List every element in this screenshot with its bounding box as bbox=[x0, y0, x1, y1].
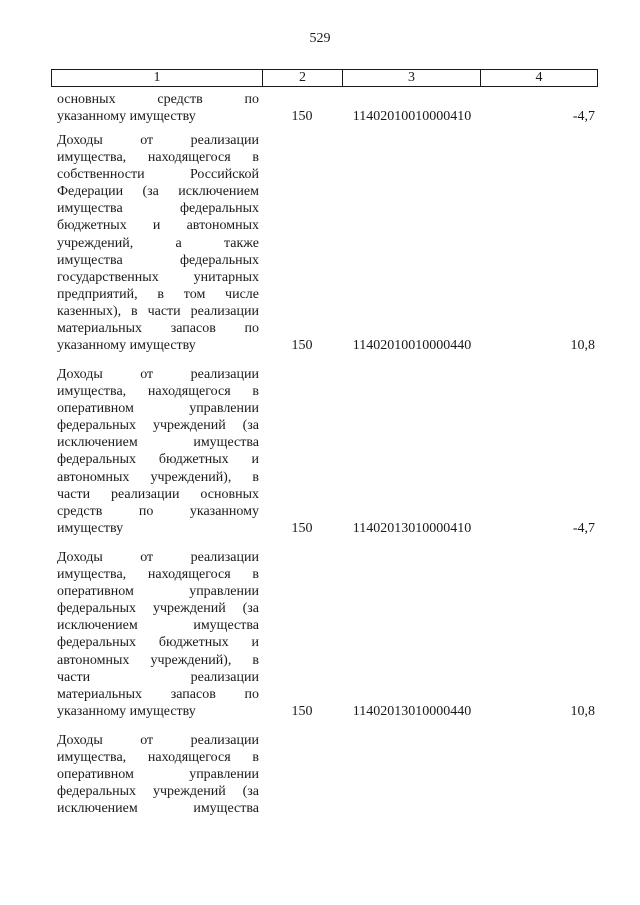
description-line: имущества федеральных bbox=[57, 252, 259, 268]
description-line: указанному имуществу bbox=[57, 703, 196, 719]
description-line: собственности Российской bbox=[57, 167, 259, 183]
column-header-table bbox=[51, 69, 598, 87]
amount-cell: -4,7 bbox=[572, 109, 595, 125]
amount-cell: 10,8 bbox=[570, 338, 595, 354]
description-line: Доходы от реализации bbox=[57, 733, 259, 748]
description-line: исключением имущества bbox=[57, 801, 259, 817]
description-line: имущества, находящегося в bbox=[57, 150, 259, 166]
description-line: федеральных бюджетных и bbox=[57, 635, 259, 651]
description-line: оперативном управлении bbox=[57, 401, 259, 417]
row-description bbox=[57, 732, 259, 817]
description-line: федеральных учреждений (за bbox=[57, 601, 259, 617]
column-header-2: 2 bbox=[263, 70, 343, 87]
description-line: материальных запасов по bbox=[57, 686, 259, 702]
column-header-row bbox=[52, 70, 598, 87]
description-line: материальных запасов по bbox=[57, 321, 259, 337]
budget-code-cell: 150 bbox=[291, 520, 313, 536]
description-line: предприятий, в том числе bbox=[57, 286, 259, 302]
row-description bbox=[57, 132, 259, 354]
row-description bbox=[57, 91, 259, 125]
description-line: казенных), в части реализации bbox=[57, 303, 259, 319]
budget-code-cell: 150 bbox=[291, 338, 313, 354]
row-description bbox=[57, 366, 259, 537]
description-line: основных средств по bbox=[57, 92, 259, 107]
description-line: учреждений, а также bbox=[57, 235, 259, 251]
description-line: Доходы от реализации bbox=[57, 550, 259, 565]
description-line: имущества, находящегося в bbox=[57, 384, 259, 400]
description-line: государственных унитарных bbox=[57, 269, 259, 285]
column-header-3: 3 bbox=[343, 70, 481, 87]
description-line: указанному имуществу bbox=[57, 338, 196, 354]
description-line: имущества, находящегося в bbox=[57, 750, 259, 766]
description-line: Федерации (за исключением bbox=[57, 184, 259, 200]
description-line: Доходы от реализации bbox=[57, 367, 259, 382]
column-header-4: 4 bbox=[481, 70, 598, 87]
description-line: части реализации bbox=[57, 669, 259, 685]
description-line: оперативном управлении bbox=[57, 767, 259, 783]
budget-code-cell: 150 bbox=[291, 109, 313, 125]
description-line: указанному имуществу bbox=[57, 109, 196, 125]
column-header-1: 1 bbox=[52, 70, 263, 87]
classification-code-cell: 11402013010000440 bbox=[352, 703, 472, 719]
description-line: части реализации основных bbox=[57, 486, 259, 502]
classification-code-cell: 11402010010000410 bbox=[352, 109, 472, 125]
budget-code-cell: 150 bbox=[291, 703, 313, 719]
description-line: исключением имущества bbox=[57, 618, 259, 634]
amount-cell: 10,8 bbox=[570, 703, 595, 719]
description-line: оперативном управлении bbox=[57, 584, 259, 600]
description-line: Доходы от реализации bbox=[57, 133, 259, 148]
description-line: автономных учреждений), в bbox=[57, 469, 259, 485]
description-line: имущества федеральных bbox=[57, 201, 259, 217]
description-line: имуществу bbox=[57, 520, 124, 536]
description-line: исключением имущества bbox=[57, 435, 259, 451]
description-line: федеральных учреждений (за bbox=[57, 784, 259, 800]
description-line: федеральных учреждений (за bbox=[57, 418, 259, 434]
page-number: 529 bbox=[309, 31, 331, 46]
description-line: имущества, находящегося в bbox=[57, 567, 259, 583]
description-line: средств по указанному bbox=[57, 503, 259, 519]
classification-code-cell: 11402013010000410 bbox=[352, 520, 472, 536]
classification-code-cell: 11402010010000440 bbox=[352, 338, 472, 354]
amount-cell: -4,7 bbox=[572, 520, 595, 536]
row-description bbox=[57, 549, 259, 720]
description-line: автономных учреждений), в bbox=[57, 652, 259, 668]
description-line: федеральных бюджетных и bbox=[57, 452, 259, 468]
description-line: бюджетных и автономных bbox=[57, 218, 259, 234]
